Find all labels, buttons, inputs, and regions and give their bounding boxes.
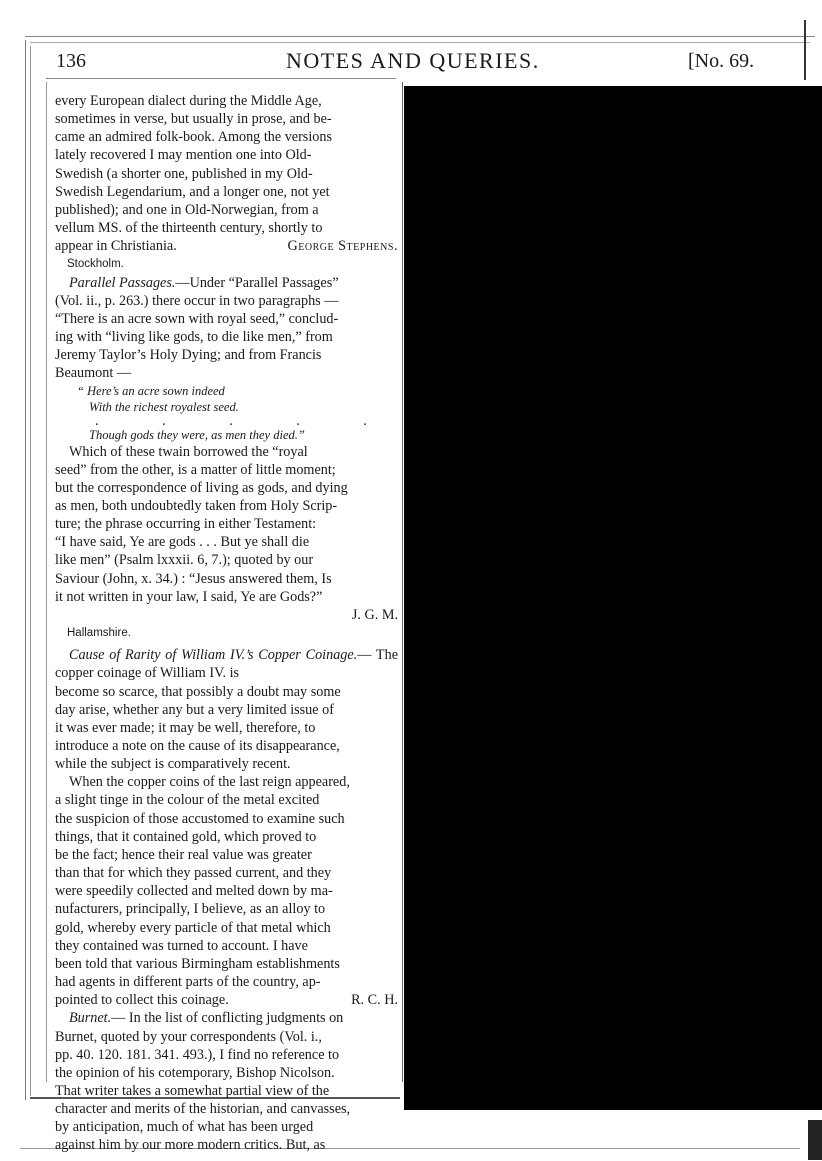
- article-copper-coinage: [55, 646, 398, 1009]
- page-number: 136: [56, 50, 86, 72]
- article-burnet: [55, 1009, 398, 1154]
- left-column: [55, 92, 398, 1155]
- text-line: (Vol. ii., p. 263.) there occur in two paragraphs —: [55, 292, 339, 309]
- text-fragment: —Under “Parallel Passages”: [175, 274, 339, 291]
- text-line: Swedish (a shorter one, published in my Old-: [55, 165, 313, 182]
- frame-left-inner-rule: [30, 46, 31, 1096]
- text-line: become so scarce, that possibly a doubt may some: [55, 683, 341, 700]
- text-line: Burnet, quoted by your correspondents (Vol. i.,: [55, 1028, 322, 1045]
- issue-number: [No. 69.: [688, 50, 755, 72]
- text-line: When the copper coins of the last reign appeared,: [69, 774, 350, 791]
- frame-top-rule: [25, 36, 815, 37]
- frame-left-rule: [25, 40, 26, 1100]
- article-title: Burnet.: [69, 1010, 112, 1027]
- text-line: things, that it contained gold, which proved to: [55, 828, 317, 845]
- text-line: [55, 1009, 398, 1027]
- text-line: ture; the phrase occurring in either Testament:: [55, 516, 317, 533]
- text-line: seed” from the other, is a matter of little moment;: [55, 461, 336, 478]
- text-line: [55, 646, 398, 682]
- text-line: but the correspondence of living as gods, and dying: [55, 479, 348, 496]
- text-line: as men, both undoubtedly taken from Holy Scrip-: [55, 497, 338, 514]
- text-fragment: — The copper coinage of William IV. is: [55, 647, 398, 682]
- text-line: ing with “living like gods, to die like men,” from: [55, 329, 333, 346]
- text-line: than that for which they passed current, and they: [55, 865, 332, 882]
- text-line: came an admired folk-book. Among the versions: [55, 129, 332, 146]
- text-line: nufacturers, principally, I believe, as an alloy to: [55, 901, 326, 918]
- frame-right-rule: [804, 20, 806, 80]
- text-line: That writer takes a somewhat partial view of the: [55, 1082, 330, 1099]
- text-line: Jeremy Taylor’s Holy Dying; and from Francis: [55, 347, 322, 364]
- ellipsis-dots: . . . . .: [95, 412, 397, 429]
- text-line: the suspicion of those accustomed to examine such: [55, 810, 345, 827]
- text-line: sometimes in verse, but usually in prose, and be-: [55, 111, 332, 128]
- text-line: Beaumont —: [55, 365, 132, 382]
- text-line: Which of these twain borrowed the “royal: [69, 443, 308, 460]
- text-line: day arise, whether any but a very limited issue of: [55, 701, 334, 718]
- text-line: it was ever made; it may be well, therefore, to: [55, 719, 316, 736]
- article-folk-book: [55, 92, 398, 274]
- place-name: Stockholm.: [67, 258, 124, 271]
- running-title: NOTES AND QUERIES.: [286, 48, 540, 73]
- text-line: a slight tinge in the colour of the metal excited: [55, 792, 320, 809]
- text-fragment: — In the list of conflicting judgments on: [111, 1010, 344, 1027]
- text-line: while the subject is comparatively recent.: [55, 756, 291, 773]
- text-line: by anticipation, much of what has been urged: [55, 1119, 314, 1136]
- article-title: Parallel Passages.: [69, 274, 176, 291]
- text-line: [55, 991, 398, 1009]
- text-line: against him by our more modern critics. But, as: [55, 1137, 326, 1154]
- header-rule: [46, 78, 396, 79]
- text-line: Saviour (John, x. 34.) : “Jesus answered them, Is: [55, 570, 332, 587]
- text-line: it not written in your law, I said, Ye are Gods?”: [55, 588, 323, 605]
- text-fragment: pointed to collect this coinage.: [55, 992, 229, 1009]
- text-line: pp. 40. 120. 181. 341. 493.), I find no reference to: [55, 1046, 340, 1063]
- text-line: were speedily collected and melted down by ma-: [55, 883, 333, 900]
- text-line: they contained was turned to account. I have: [55, 937, 308, 954]
- text-line: introduce a note on the cause of its disappearance,: [55, 738, 340, 754]
- signature: R. C. H.: [351, 992, 398, 1009]
- text-line: vellum MS. of the thirteenth century, shortly to: [55, 220, 323, 237]
- text-line: Swedish Legendarium, and a longer one, not yet: [55, 183, 330, 200]
- text-line: been told that various Birmingham establishments: [55, 955, 340, 972]
- text-line: had agents in different parts of the country, ap-: [55, 974, 321, 991]
- text-line: every European dialect during the Middle Age,: [55, 93, 322, 109]
- text-fragment: appear in Christiania.: [55, 238, 177, 255]
- text-line: lately recovered I may mention one into Old-: [55, 147, 312, 164]
- text-line: the opinion of his cotemporary, Bishop Nicolson.: [55, 1064, 335, 1081]
- article-title: Cause of Rarity of William IV.’s Copper Coinage.: [69, 647, 358, 664]
- redacted-column: [404, 86, 822, 1110]
- verse-line: With the richest royalest seed.: [89, 399, 239, 414]
- signature: J. G. M.: [351, 606, 398, 623]
- text-line: published); and one in Old-Norwegian, from a: [55, 201, 319, 218]
- signature: George Stephens.: [287, 238, 398, 255]
- scan-edge-mark: [808, 1120, 822, 1160]
- text-line: like men” (Psalm lxxxii. 6, 7.); quoted by our: [55, 552, 314, 569]
- column-right-rule: [402, 82, 403, 1082]
- column-left-rule: [46, 82, 47, 1082]
- text-line: gold, whereby every particle of that metal which: [55, 919, 331, 936]
- place-name: Hallamshire.: [67, 627, 131, 640]
- article-parallel-passages: [55, 274, 398, 643]
- text-line: be the fact; hence their real value was greater: [55, 846, 312, 863]
- text-line: “There is an acre sown with royal seed,” conclud-: [55, 310, 339, 327]
- text-line: [55, 237, 398, 255]
- frame-top-inner-rule: [30, 42, 810, 43]
- verse-line: “ Here’s an acre sown indeed: [77, 383, 225, 398]
- text-line: “I have said, Ye are gods . . . But ye shall die: [55, 534, 310, 551]
- verse-line: Though gods they were, as men they died.”: [89, 427, 305, 442]
- text-line: character and merits of the historian, and canvasses,: [55, 1101, 351, 1118]
- page-header: [56, 46, 796, 76]
- text-line: [55, 274, 398, 292]
